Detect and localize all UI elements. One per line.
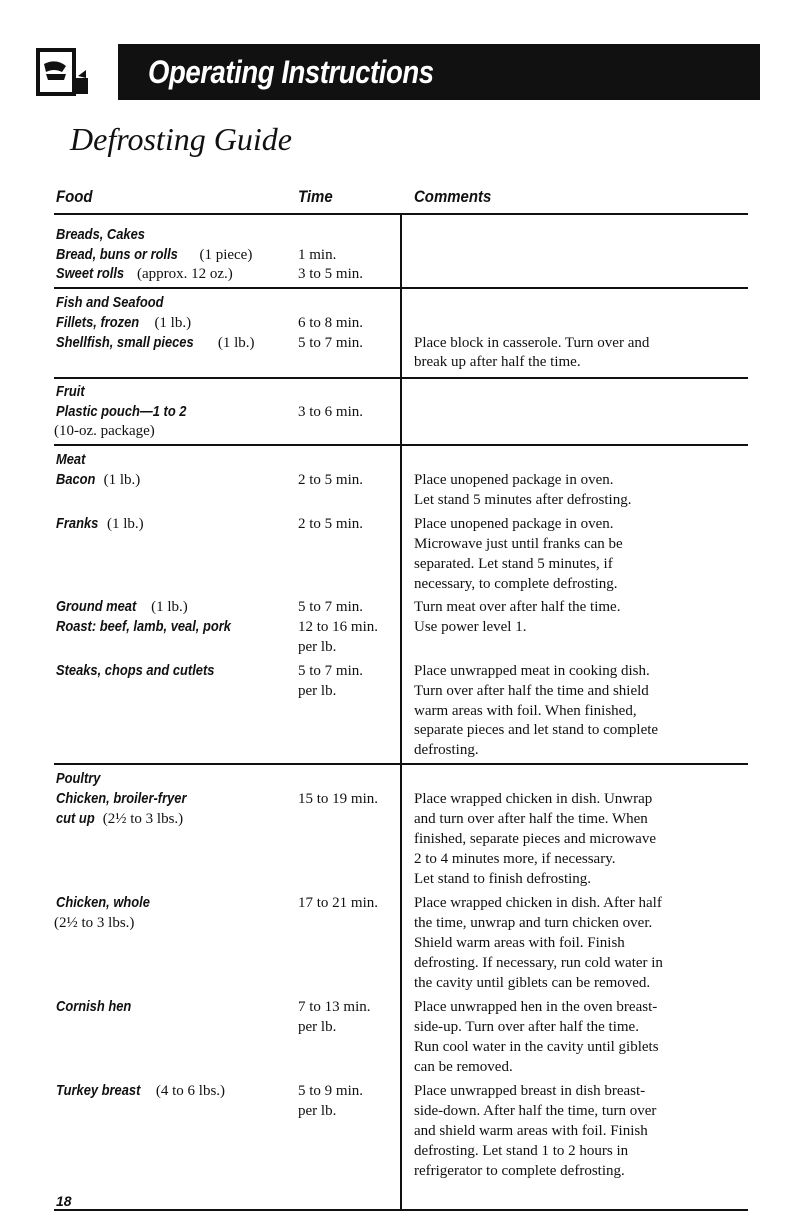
food-name: Fillets, frozen [56, 314, 140, 331]
time-cell: 3 to 6 min. [298, 404, 364, 420]
table-row [0, 491, 792, 509]
table-row [0, 294, 792, 312]
comment-cell: break up after half the time. [414, 354, 581, 370]
time-cell: 17 to 21 min. [298, 895, 379, 911]
food-name: Poultry [56, 770, 101, 787]
comment-cell: Microwave just until franks can be [414, 536, 623, 552]
table-row [0, 353, 792, 371]
table-row [0, 618, 792, 636]
table-row [0, 1082, 792, 1100]
time-cell: 5 to 7 min. [298, 335, 364, 351]
food-detail: (1 lb.) [103, 516, 144, 532]
table-row [0, 598, 792, 616]
time-cell: 2 to 5 min. [298, 516, 364, 532]
comment-cell: Run cool water in the cavity until giblets [414, 1039, 659, 1055]
comment-cell: Place unwrapped breast in dish breast- [414, 1083, 646, 1099]
table-row [0, 451, 792, 469]
time-cell: per lb. [298, 683, 337, 699]
table-row [0, 702, 792, 720]
comment-cell: warm areas with foil. When finished, [414, 703, 637, 719]
food-name: Plastic pouch—1 to 2 [56, 403, 187, 420]
table-row [0, 662, 792, 680]
comment-cell: separated. Let stand 5 minutes, if [414, 556, 613, 572]
food-name: Meat [56, 451, 86, 468]
time-cell: 3 to 5 min. [298, 266, 364, 282]
food-name: Bacon [56, 471, 96, 488]
table-row [0, 1122, 792, 1140]
table-row [0, 1018, 792, 1036]
comment-cell: Place wrapped chicken in dish. After half [414, 895, 662, 911]
food-detail: (10-oz. package) [54, 423, 155, 439]
comment-cell: defrosting. [414, 742, 479, 758]
comment-cell: and shield warm areas with foil. Finish [414, 1123, 648, 1139]
comment-cell: defrosting. If necessary, run cold water in [414, 955, 663, 971]
food-detail: (1 piece) [195, 247, 253, 263]
food-detail: (2½ to 3 lbs.) [54, 915, 135, 931]
food-name: Ground meat [56, 598, 137, 615]
table-row [0, 1142, 792, 1160]
table-row [0, 810, 792, 828]
comment-cell: Place unwrapped hen in the oven breast- [414, 999, 658, 1015]
food-detail: (2½ to 3 lbs.) [99, 811, 184, 827]
food-name: Cornish hen [56, 998, 132, 1015]
table-row [0, 741, 792, 759]
time-cell: 7 to 13 min. [298, 999, 371, 1015]
column-header-comments: Comments [414, 187, 492, 206]
comment-cell: Place wrapped chicken in dish. Unwrap [414, 791, 653, 807]
food-name: Fish and Seafood [56, 294, 164, 311]
table-row [0, 1102, 792, 1120]
page-number: 18 [56, 1193, 72, 1209]
table-row [0, 870, 792, 888]
table-row [0, 934, 792, 952]
table-row [0, 1038, 792, 1056]
comment-cell: side-down. After half the time, turn over [414, 1103, 657, 1119]
food-name: Bread, buns or rolls [56, 246, 178, 263]
time-cell: 5 to 7 min. [298, 663, 364, 679]
section-title: Operating Instructions [148, 54, 434, 90]
comment-cell: Place unwrapped meat in cooking dish. [414, 663, 650, 679]
comment-cell: can be removed. [414, 1059, 513, 1075]
table-row [0, 1058, 792, 1076]
table-row [0, 1162, 792, 1180]
time-cell: 12 to 16 min. [298, 619, 379, 635]
time-cell: 6 to 8 min. [298, 315, 364, 331]
table-row [0, 314, 792, 332]
comment-cell: Turn meat over after half the time. [414, 599, 621, 615]
table-row [0, 830, 792, 848]
table-row [0, 894, 792, 912]
time-cell: per lb. [298, 1019, 337, 1035]
table-row [0, 575, 792, 593]
column-header-time: Time [298, 187, 333, 206]
food-name: Turkey breast [56, 1082, 141, 1099]
table-row [0, 721, 792, 739]
table-row [0, 515, 792, 533]
table-row [0, 246, 792, 264]
food-name: Franks [56, 515, 99, 532]
food-name: Sweet rolls [56, 265, 125, 282]
food-detail: (1 lb.) [150, 315, 192, 331]
table-row [0, 535, 792, 553]
time-cell: per lb. [298, 639, 337, 655]
comment-cell: the cavity until giblets can be removed. [414, 975, 651, 991]
comment-cell: Use power level 1. [414, 619, 527, 635]
comment-cell: side-up. Turn over after half the time. [414, 1019, 639, 1035]
table-row [0, 770, 792, 788]
comment-cell: Place unopened package in oven. [414, 516, 614, 532]
time-cell: 5 to 9 min. [298, 1083, 364, 1099]
food-name: cut up [56, 810, 95, 827]
food-name: Steaks, chops and cutlets [56, 662, 215, 679]
food-detail: (1 lb.) [147, 599, 188, 615]
comment-cell: refrigerator to complete defrosting. [414, 1163, 625, 1179]
food-detail: (1 lb.) [214, 335, 255, 351]
food-name: Shellfish, small pieces [56, 334, 194, 351]
comment-cell: Let stand 5 minutes after defrosting. [414, 492, 632, 508]
comment-cell: separate pieces and let stand to complete [414, 722, 659, 738]
food-name: Breads, Cakes [56, 226, 145, 243]
column-header-food: Food [56, 187, 93, 206]
table-row [0, 954, 792, 972]
microwave-hand-icon [36, 48, 92, 98]
comment-cell: necessary, to complete defrosting. [414, 576, 618, 592]
comment-cell: Turn over after half the time and shield [414, 683, 649, 699]
time-cell: per lb. [298, 1103, 337, 1119]
comment-cell: 2 to 4 minutes more, if necessary. [414, 851, 616, 867]
food-detail: (1 lb.) [99, 472, 141, 488]
food-name: Chicken, broiler-fryer [56, 790, 187, 807]
time-cell: 1 min. [298, 247, 337, 263]
comment-cell: Let stand to finish defrosting. [414, 871, 592, 887]
table-row [0, 383, 792, 401]
time-cell: 5 to 7 min. [298, 599, 364, 615]
table-row [0, 226, 792, 244]
food-detail: (4 to 6 lbs.) [152, 1083, 226, 1099]
comment-cell: defrosting. Let stand 1 to 2 hours in [414, 1143, 629, 1159]
table-row [0, 555, 792, 573]
table-row [0, 422, 792, 440]
guide-title: Defrosting Guide [70, 121, 292, 157]
comment-cell: Place unopened package in oven. [414, 472, 614, 488]
time-cell: 2 to 5 min. [298, 472, 364, 488]
table-row [0, 850, 792, 868]
comment-cell: Shield warm areas with foil. Finish [414, 935, 625, 951]
table-row [0, 998, 792, 1016]
table-row [0, 334, 792, 352]
comment-cell: and turn over after half the time. When [414, 811, 648, 827]
comment-cell: the time, unwrap and turn chicken over. [414, 915, 653, 931]
table-row [0, 682, 792, 700]
table-row [0, 638, 792, 656]
food-name: Chicken, whole [56, 894, 150, 911]
table-row [0, 265, 792, 283]
food-name: Roast: beef, lamb, veal, pork [56, 618, 231, 635]
table-rule-bottom [54, 1209, 748, 1211]
comment-cell: finished, separate pieces and microwave [414, 831, 656, 847]
table-row [0, 403, 792, 421]
table-row [0, 974, 792, 992]
table-row [0, 914, 792, 932]
time-cell: 15 to 19 min. [298, 791, 379, 807]
comment-cell: Place block in casserole. Turn over and [414, 335, 650, 351]
food-detail: (approx. 12 oz.) [133, 266, 233, 282]
table-row [0, 790, 792, 808]
food-name: Fruit [56, 383, 85, 400]
table-row [0, 471, 792, 489]
